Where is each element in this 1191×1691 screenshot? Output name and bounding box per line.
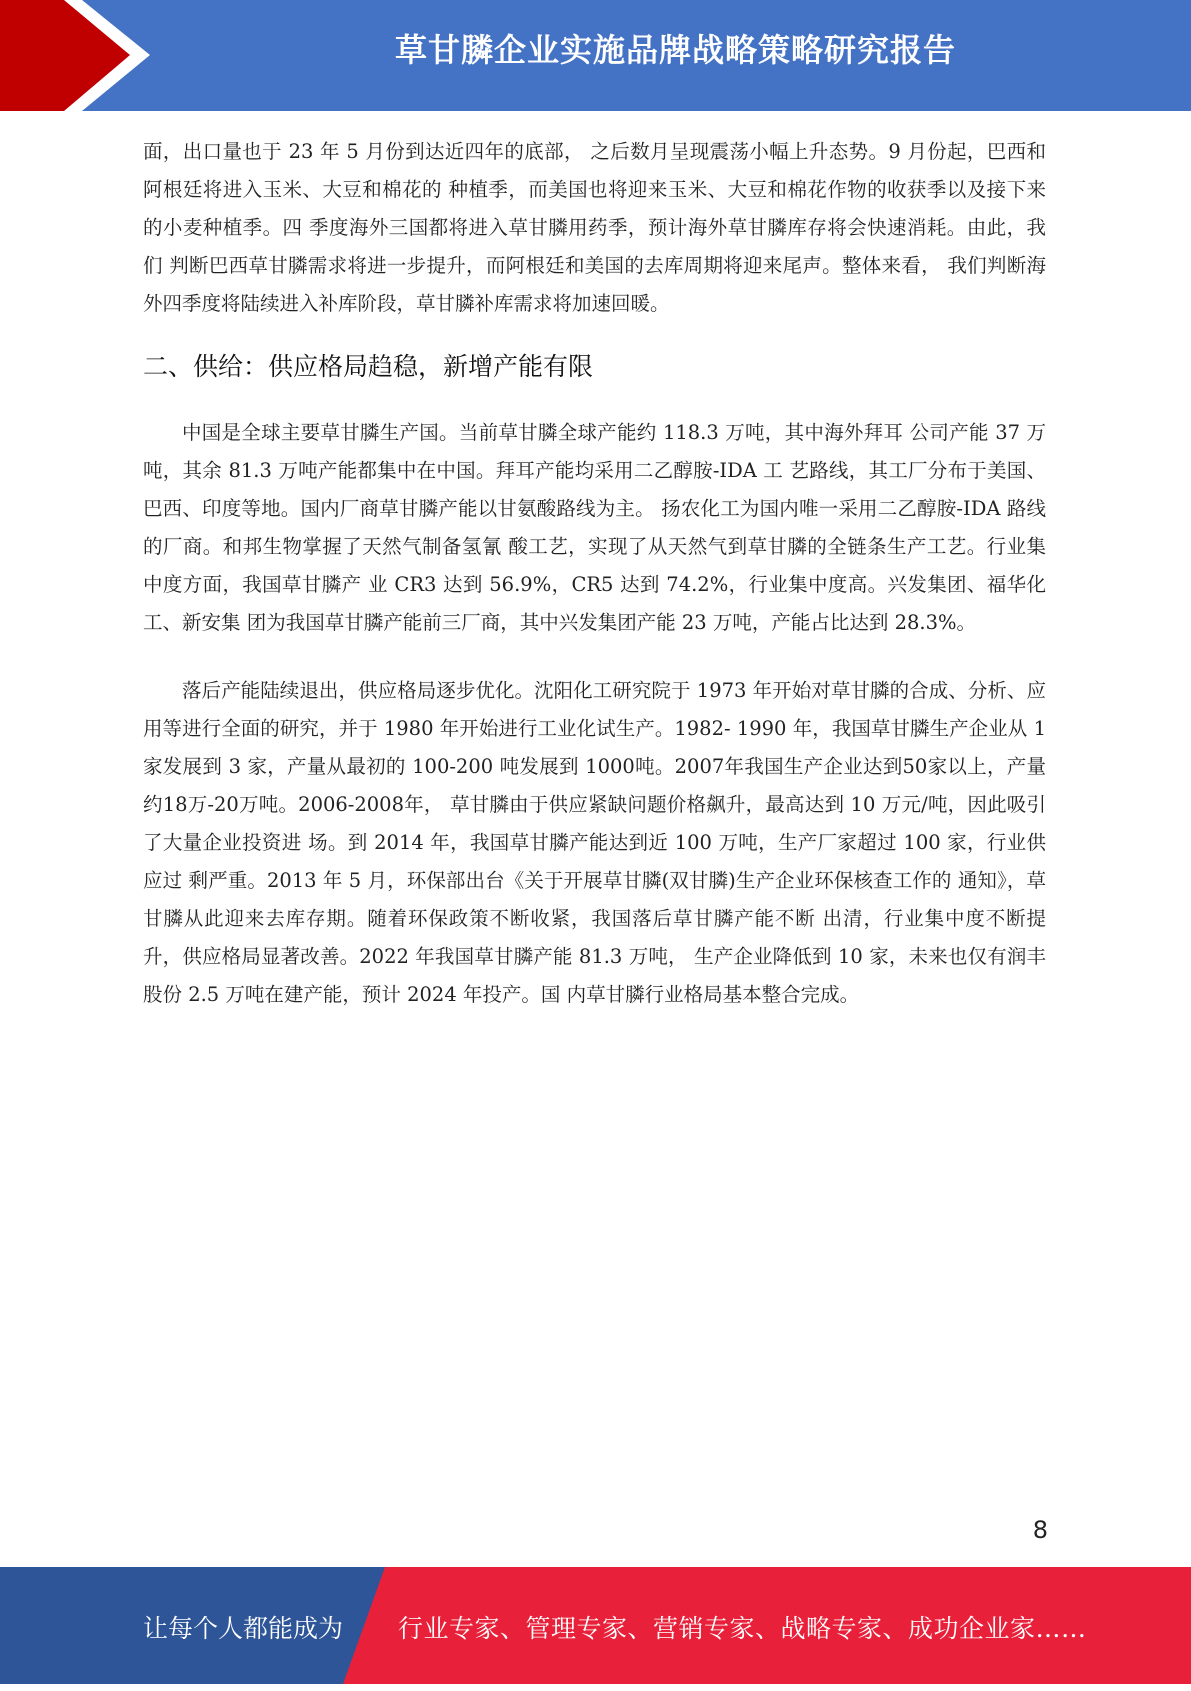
- paragraph-demand-outlook: 面，出口量也于 23 年 5 月份到达近四年的底部， 之后数月呈现震荡小幅上升态势。9 月份起，巴西和阿根廷将进入玉米、大豆和棉花的 种植季，而美国也将迎来玉米、大豆和棉花作物的收获季以及接下来的小麦种植季。四 季度海外三国都将进入草甘膦用药季，预计海外草甘膦库存将会快速消耗。由此，我们 判断巴西草甘膦需求将进一步提升，而阿根廷和美国的去库周期将迎来尾声。整体来看， 我们判断海外四季度将陆续进入补库阶段，草甘膦补库需求将加速回暖。: [143, 140, 1046, 315]
- page-number: 8: [1032, 1516, 1048, 1544]
- report-title: 草甘膦企业实施品牌战略策略研究报告: [394, 31, 956, 69]
- paragraph-capacity-history: 落后产能陆续退出，供应格局逐步优化。沈阳化工研究院于 1973 年开始对草甘膦的合成、分析、应用等进行全面的研究，并于 1980 年开始进行工业化试生产。1982- 1990 年，我国草甘膦生产企业从 1 家发展到 3 家，产量从最初的 100-200 吨发展到 1000吨。2007年我国生产企业达到50家以上，产量约18万-20万吨。2006-2008年， 草甘膦由于供应紧缺问题价格飙升，最高达到 10 万元/吨，因此吸引了大量企业投资进 场。到 2014 年，我国草甘膦产能达到近 100 万吨，生产厂家超过 100 家，行业供应过 剩严重。2013 年 5 月，环保部出台《关于开展草甘膦(双甘膦)生产企业环保核查工作的 通知》，草甘膦从此迎来去库存期。随着环保政策不断收紧，我国落后草甘膦产能不断 出清，行业集中度不断提升，供应格局显著改善。2022 年我国草甘膦产能 81.3 万吨， 生产企业降低到 10 家，未来也仅有润丰股份 2.5 万吨在建产能，预计 2024 年投产。国 内草甘膦行业格局基本整合完成。: [143, 679, 1053, 1006]
- section-heading-supply: 二、供给：供应格局趋稳，新增产能有限: [143, 352, 594, 381]
- footer-slogan-left: 让每个人都能成为: [143, 1614, 344, 1643]
- page-header: [0, 0, 1191, 111]
- footer-slogan-right: 行业专家、管理专家、营销专家、战略专家、成功企业家……: [398, 1614, 1087, 1643]
- document-body: [143, 133, 1053, 1014]
- paragraph-global-capacity: 中国是全球主要草甘膦生产国。当前草甘膦全球产能约 118.3 万吨，其中海外拜耳 公司产能 37 万吨，其余 81.3 万吨产能都集中在中国。拜耳产能均采用二乙醇胺-IDA 工 艺路线，其工厂分布于美国、巴西、印度等地。国内厂商草甘膦产能以甘氨酸路线为主。 扬农化工为国内唯一采用二乙醇胺-IDA 路线的厂商。和邦生物掌握了天然气制备氢氰 酸工艺，实现了从天然气到草甘膦的全链条生产工艺。行业集中度方面，我国草甘膦产 业 CR3 达到 56.9%，CR5 达到 74.2%，行业集中度高。兴发集团、福华化工、新安集 团为我国草甘膦产能前三厂商，其中兴发集团产能 23 万吨，产能占比达到 28.3%。: [143, 421, 1046, 634]
- page-footer: [0, 1567, 1191, 1684]
- paragraph-spacer: [143, 642, 1046, 672]
